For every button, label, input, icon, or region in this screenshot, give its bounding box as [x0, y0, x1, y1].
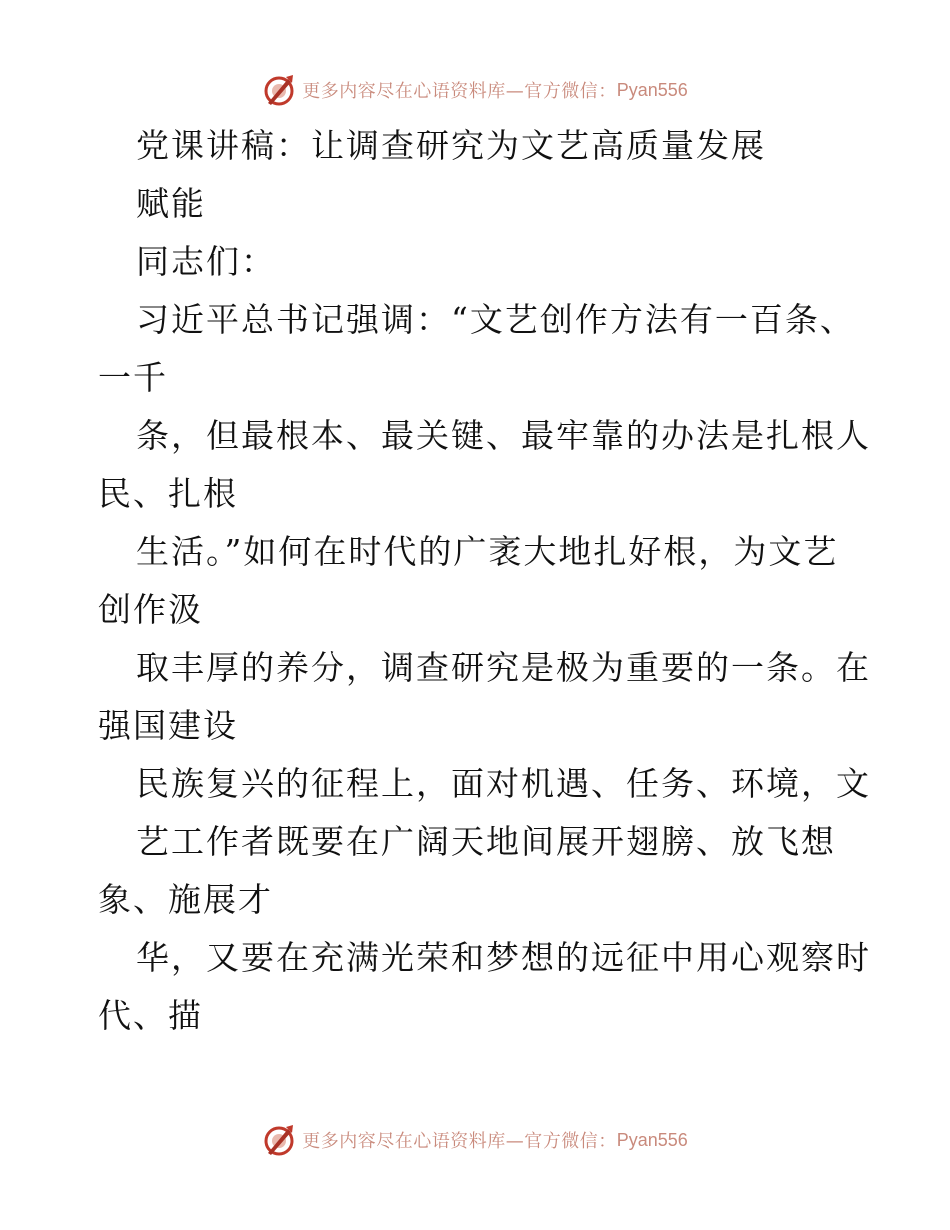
text-line: 习近平总书记强调：“文艺创作方法有一百条、: [136, 300, 855, 339]
text-line: 条，但最根本、最关键、最牢靠的办法是扎根人: [136, 416, 871, 455]
text-line: 华，又要在充满光荣和梦想的远征中用心观察时: [136, 938, 871, 977]
watermark-text: 更多内容尽在心语资料库—官方微信：: [302, 81, 617, 102]
watermark-wechat-id: Pyan556: [616, 1129, 688, 1150]
quill-pen-logo-icon: [262, 1123, 296, 1157]
watermark-header: [0, 70, 950, 110]
watermark-text: 更多内容尽在心语资料库—官方微信：: [302, 1131, 617, 1152]
title-line-2: 赋能: [136, 184, 206, 223]
title-line-1: 党课讲稿：让调查研究为文艺高质量发展: [136, 126, 766, 165]
salutation: 同志们：: [136, 242, 276, 281]
text-line: 创作汲: [98, 590, 203, 629]
watermark-wechat-id: Pyan556: [616, 79, 688, 100]
text-line: 取丰厚的养分，调查研究是极为重要的一条。在: [136, 648, 871, 687]
text-line: 艺工作者既要在广阔天地间展开翅膀、放飞想: [136, 822, 836, 861]
text-line: 一千: [98, 358, 168, 397]
watermark-footer: [0, 1120, 950, 1160]
quill-pen-logo-icon: [262, 73, 296, 107]
text-line: 生活。”如何在时代的广袤大地扎好根，为文艺: [136, 532, 839, 571]
text-line: 民族复兴的征程上，面对机遇、任务、环境，文: [136, 764, 871, 803]
text-line: 民、扎根: [98, 474, 238, 513]
text-line: 强国建设: [98, 706, 238, 745]
text-line: 象、施展才: [98, 880, 273, 919]
document-body: [98, 117, 871, 1045]
text-line: 代、描: [98, 996, 203, 1035]
